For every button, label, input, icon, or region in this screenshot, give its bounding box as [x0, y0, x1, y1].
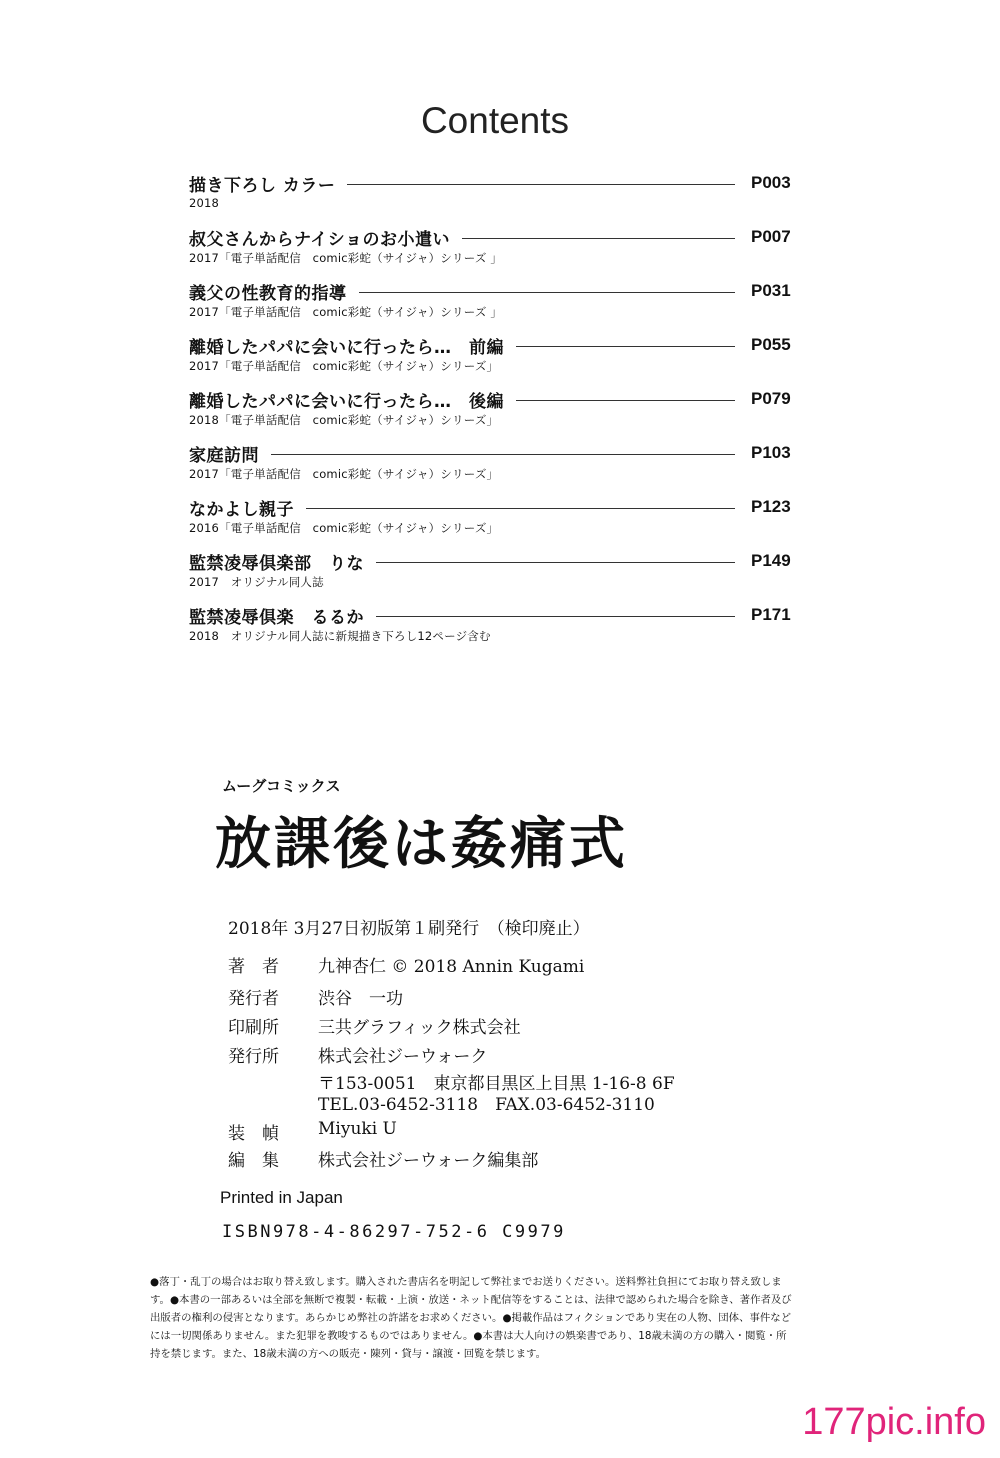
toc-entry-title: 叔父さんからナイショのお小遣い	[189, 229, 450, 250]
toc-entry-page: P055	[751, 335, 791, 354]
leader-rule	[376, 562, 735, 563]
toc-entry-title: 描き下ろし カラー	[189, 175, 336, 196]
colophon-key: 装 幀	[228, 1124, 279, 1144]
notice-line: 持を禁じます。また、18歳未満の方への販売・陳列・貸与・譲渡・回覧を禁じます。	[150, 1348, 547, 1360]
contents-heading: Contents	[420, 100, 570, 141]
watermark: 177pic.info	[802, 1401, 986, 1443]
colophon-value: Miyuki U	[318, 1119, 397, 1139]
toc-entry-title: 離婚したパパに会いに行ったら… 前編	[189, 337, 504, 358]
leader-rule	[376, 616, 735, 617]
toc-entry-page: P079	[751, 389, 791, 408]
colophon-value: 株式会社ジーウォーク	[318, 1047, 488, 1067]
address-line: 〒153-0051 東京都目黒区上目黒 1-16-8 6F	[318, 1074, 675, 1094]
leader-rule	[271, 454, 735, 455]
toc-entry-note: 2018	[189, 196, 220, 210]
phone-line: TEL.03-6452-3118 FAX.03-6452-3110	[318, 1095, 655, 1115]
colophon-key: 著 者	[228, 957, 279, 977]
toc-entry-note: 2017「電子単話配信 comic彩蛇（サイジャ）シリーズ 」	[189, 251, 503, 265]
toc-entry-page: P031	[751, 281, 791, 300]
toc-entry	[189, 277, 801, 331]
colophon-key: 編 集	[228, 1151, 279, 1171]
toc-entry-page: P007	[751, 227, 791, 246]
printed-in-japan: Printed in Japan	[220, 1188, 343, 1207]
toc-entry	[189, 439, 801, 493]
notice-line: す。●本書の一部あるいは全部を無断で複製・転載・上演・放送・ネット配信等をすることは、法律で認められた場合を除き、著作者及び	[150, 1294, 792, 1306]
toc-entry-title: 離婚したパパに会いに行ったら… 後編	[189, 391, 504, 412]
toc-entry-page: P003	[751, 173, 791, 192]
toc-entry-title: なかよし親子	[189, 499, 294, 520]
imprint-label: ムーグコミックス	[222, 777, 341, 795]
leader-rule	[306, 508, 735, 509]
toc-entry	[189, 169, 801, 223]
toc-entry-note: 2017「電子単話配信 comic彩蛇（サイジャ）シリーズ」	[189, 467, 499, 481]
table-of-contents	[189, 169, 801, 655]
toc-entry	[189, 223, 801, 277]
leader-rule	[462, 238, 735, 239]
toc-entry	[189, 493, 801, 547]
leader-rule	[347, 184, 735, 185]
edition-line: 2018年 3月27日初版第１刷発行 （検印廃止）	[228, 919, 590, 939]
toc-entry	[189, 331, 801, 385]
toc-entry	[189, 385, 801, 439]
toc-entry-note: 2017 オリジナル同人誌	[189, 575, 324, 589]
toc-entry-note: 2018「電子単話配信 comic彩蛇（サイジャ）シリーズ」	[189, 413, 499, 427]
notice-line: ●落丁・乱丁の場合はお取り替え致します。購入された書店名を明記して弊社までお送りください。送料弊社負担にてお取り替え致しま	[150, 1276, 782, 1288]
toc-entry	[189, 547, 801, 601]
toc-entry-note: 2016「電子単話配信 comic彩蛇（サイジャ）シリーズ」	[189, 521, 499, 535]
isbn: ISBN978-4-86297-752-6 C9979	[222, 1222, 566, 1242]
leader-rule	[516, 400, 735, 401]
toc-entry-title: 監禁凌辱倶楽部 りな	[189, 553, 364, 574]
colophon-value: 九神杏仁 © 2018 Annin Kugami	[318, 957, 585, 977]
leader-rule	[516, 346, 735, 347]
toc-entry-page: P171	[751, 605, 791, 624]
colophon-value: 三共グラフィック株式会社	[318, 1018, 521, 1038]
toc-entry-title: 義父の性教育的指導	[189, 283, 347, 304]
legal-notice	[150, 1273, 862, 1363]
toc-entry-page: P123	[751, 497, 791, 516]
toc-entry-title: 家庭訪問	[189, 445, 259, 466]
colophon-key: 発行所	[228, 1047, 279, 1067]
colophon-value: 株式会社ジーウォーク編集部	[318, 1151, 539, 1171]
toc-entry-note: 2017「電子単話配信 comic彩蛇（サイジャ）シリーズ 」	[189, 305, 503, 319]
toc-entry	[189, 601, 801, 655]
colophon-value: 渋谷 一功	[318, 989, 403, 1009]
toc-entry-page: P103	[751, 443, 791, 462]
toc-entry-note: 2018 オリジナル同人誌に新規描き下ろし12ページ含む	[189, 629, 491, 643]
colophon-key: 印刷所	[228, 1018, 279, 1038]
notice-line: 出版者の権利の侵害となります。あらかじめ弊社の許諾をお求めください。●掲載作品はフィクションであり実在の人物、団体、事件など	[150, 1312, 792, 1324]
toc-entry-note: 2017「電子単話配信 comic彩蛇（サイジャ）シリーズ」	[189, 359, 499, 373]
toc-entry-page: P149	[751, 551, 791, 570]
notice-line: には一切関係ありません。また犯罪を教唆するものではありません。●本書は大人向けの娯楽書であり、18歳未満の方の購入・閲覧・所	[150, 1330, 787, 1342]
colophon-key: 発行者	[228, 989, 279, 1009]
leader-rule	[359, 292, 736, 293]
book-title: 放課後は姦痛式	[215, 812, 628, 877]
toc-entry-title: 監禁凌辱倶楽 るるか	[189, 607, 364, 628]
